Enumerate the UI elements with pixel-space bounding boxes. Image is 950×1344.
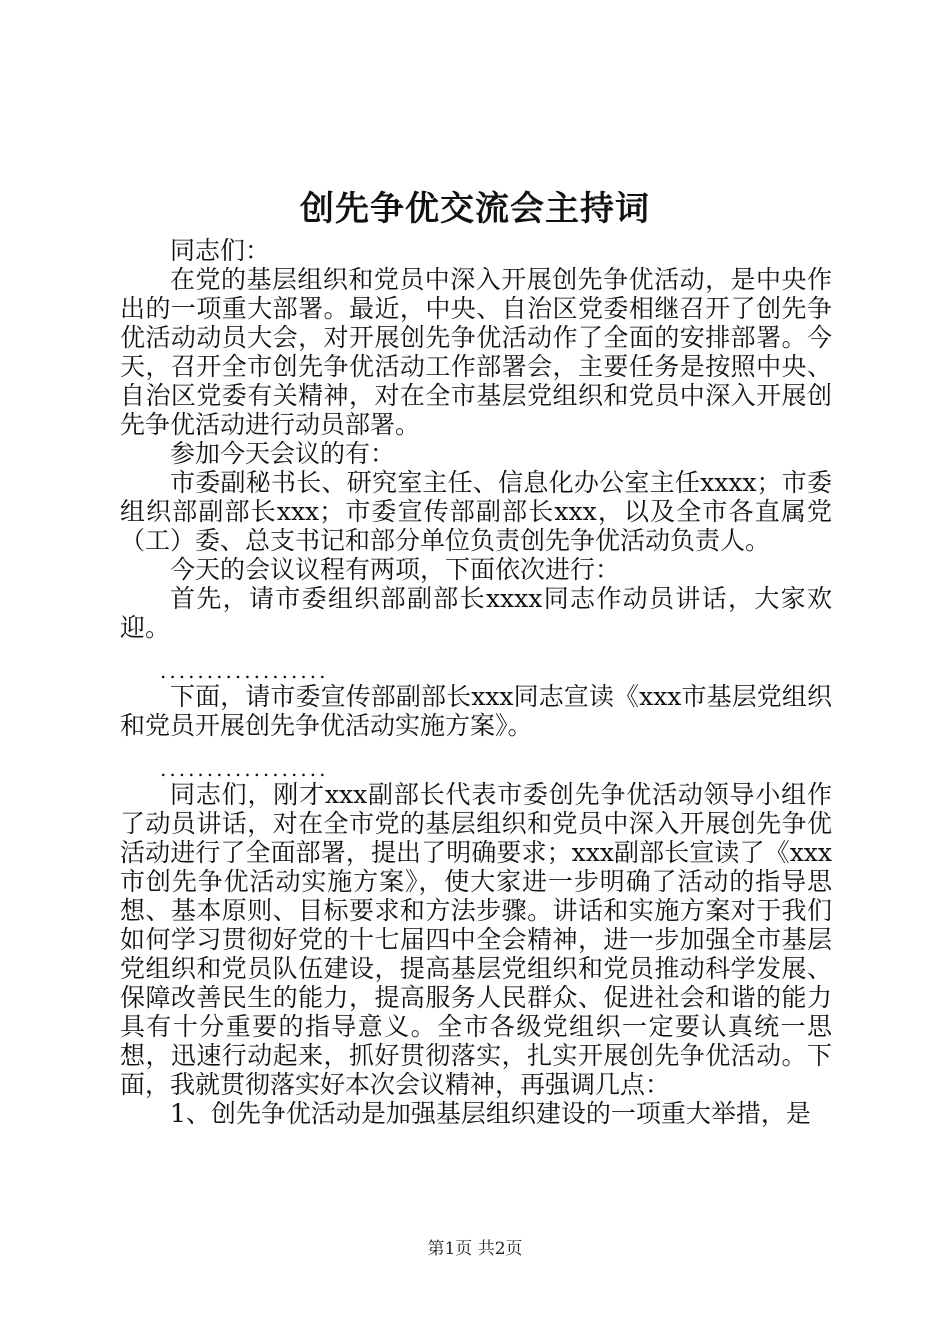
paragraph-intro: 在党的基层组织和党员中深入开展创先争优活动，是中央作出的一项重大部署。最近，中央、自治区党委相继召开了创先争优活动动员大会，对开展创先争优活动作了全面的安排部署。今天，召开全市创先争优活动工作部署会，主要任务是按照中央、自治区党委有关精神，对在全市基层党组织和党员中深入开展创先争优活动进行动员部署。 [120, 265, 832, 439]
paragraph-second-item: 下面，请市委宣传部副部长xxx同志宣读《xxx市基层党组织和党员开展创先争优活动实施方案》。 [120, 682, 832, 740]
page-number-footer: 第1页 共2页 [427, 1239, 523, 1259]
paragraph-first-item: 首先，请市委组织部副部长xxxx同志作动员讲话，大家欢迎。 [120, 584, 832, 642]
paragraph-point-1: 1、创先争优活动是加强基层组织建设的一项重大举措，是 [170, 1099, 811, 1128]
document-body [120, 236, 832, 1128]
paragraph-attendees-heading: 参加今天会议的有： [170, 439, 396, 468]
document-title: 创先争优交流会主持词 [300, 189, 650, 229]
ellipsis-separator: .................. [160, 659, 329, 683]
salutation: 同志们： [170, 236, 271, 265]
ellipsis-separator: .................. [160, 757, 329, 781]
paragraph-attendees: 市委副秘书长、研究室主任、信息化办公室主任xxxx；市委组织部副部长xxx；市委宣传部副部长xxx，以及全市各直属党（工）委、总支书记和部分单位负责创先争优活动负责人。 [120, 468, 832, 555]
paragraph-agenda: 今天的会议议程有两项，下面依次进行： [170, 555, 621, 584]
paragraph-summary: 同志们，刚才xxx副部长代表市委创先争优活动领导小组作了动员讲话，对在全市党的基层组织和党员中深入开展创先争优活动进行了全面部署，提出了明确要求；xxx副部长宣读了《xxx市创先争优活动实施方案》，使大家进一步明确了活动的指导思想、基本原则、目标要求和方法步骤。讲话和实施方案对于我们如何学习贯彻好党的十七届四中全会精神，进一步加强全市基层党组织和党员队伍建设，提高基层党组织和党员推动科学发展、保障改善民生的能力，提高服务人民群众、促进社会和谐的能力具有十分重要的指导意义。全市各级党组织一定要认真统一思想，迅速行动起来，抓好贯彻落实，扎实开展创先争优活动。下面，我就贯彻落实好本次会议精神，再强调几点： [120, 780, 832, 1099]
